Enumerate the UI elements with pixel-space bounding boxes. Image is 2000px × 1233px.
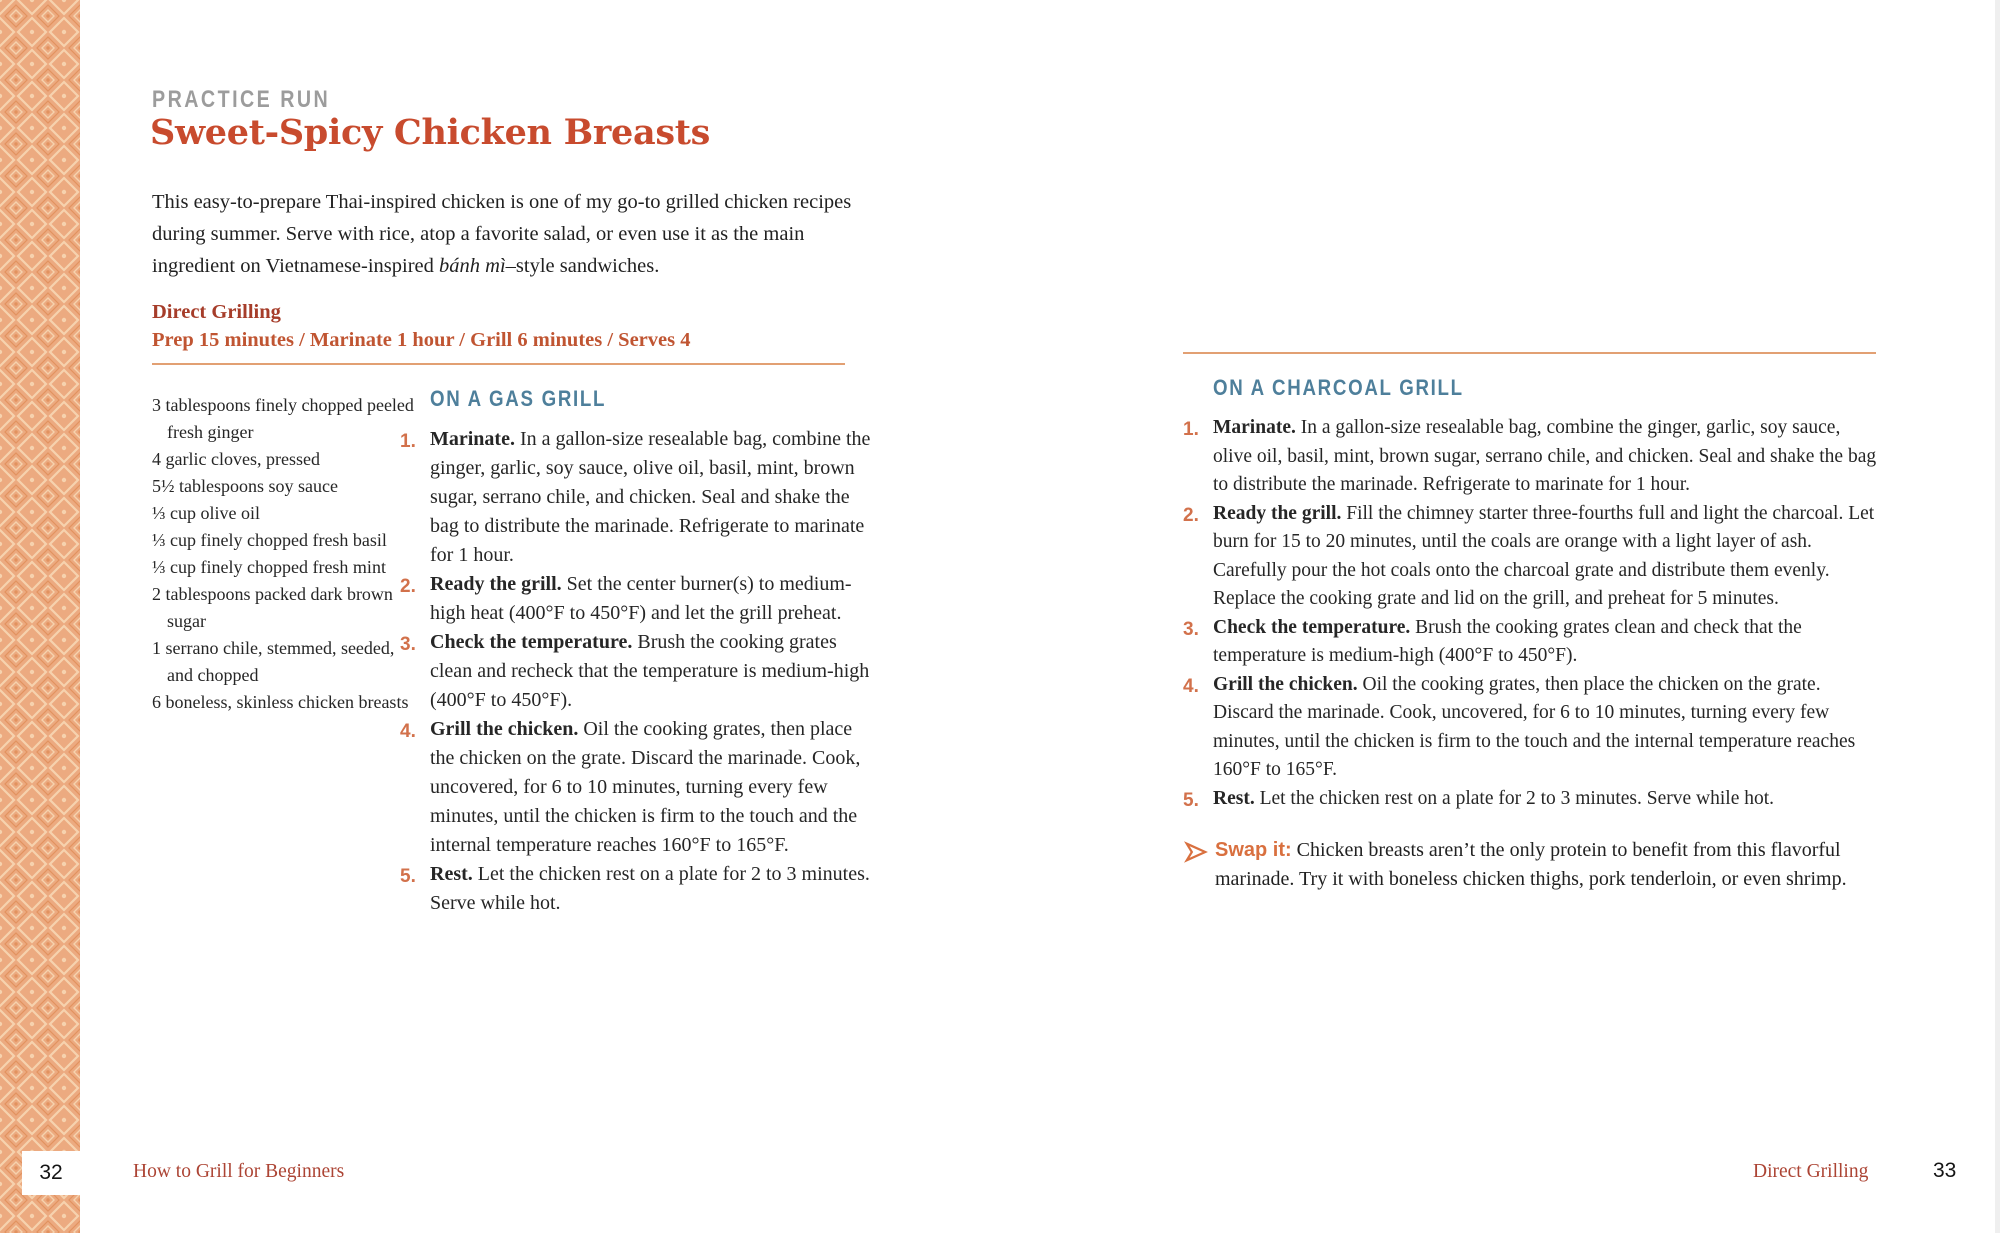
ingredient-item: 4 garlic cloves, pressed [152,449,320,469]
step-text [430,570,876,628]
step-number: 2. [1183,504,1199,526]
ingredients-list [152,392,414,716]
charcoal-grill-section [1183,375,1883,815]
intro-text-after: –style sandwiches. [505,255,660,277]
swap-tip [1184,836,1886,894]
decorative-border-pattern [0,0,80,1233]
footer-book-title: How to Grill for Beginners [133,1161,345,1182]
ingredient-item: 3 tablespoons finely chopped peeled fresh ginger [152,395,414,442]
charcoal-grill-steps [1183,414,1883,815]
step-lead-in: Grill the chicken. [430,718,579,740]
step-instructions: Let the chicken rest on a plate for 2 to 3 minutes. Serve while hot. [430,863,870,914]
step-lead-in: Check the temperature. [430,631,633,653]
step-instructions: Set the center burner(s) to medium-high heat (400°F to 450°F) and let the grill preheat. [430,573,852,624]
step-text [1213,414,1883,500]
ingredient-item: 1 serrano chile, stemmed, seeded, and chopped [152,638,395,685]
intro-text: This easy-to-prepare Thai-inspired chicken is one of my go-to grilled chicken recipes during summer. Serve with rice, atop a favorite salad, or even use it as the main ingredient on Vietnamese-inspired [152,191,852,277]
ingredient-item: ⅓ cup olive oil [152,503,260,523]
swap-tip-label: Swap it: [1215,839,1292,861]
recipe-title: Sweet-Spicy Chicken Breasts [150,112,711,153]
step-instructions: In a gallon-size resealable bag, combine the ginger, garlic, soy sauce, olive oil, basil, mint, brown sugar, serrano chile, and chicken. Seal and shake the bag to distribute the marinade. Refrigerate to marinate for 1 hour. [1213,417,1877,495]
recipe-step [1183,500,1883,614]
step-number: 1. [1183,419,1199,440]
intro-italic-phrase: bánh mì [439,255,506,277]
charcoal-grill-heading: ON A CHARCOAL GRILL [1213,375,1464,400]
step-instructions: Let the chicken rest on a plate for 2 to 3 minutes. Serve while hot. [1259,787,1775,809]
step-number: 4. [400,721,416,742]
footer-chapter-title: Direct Grilling [1753,1161,1869,1182]
gas-grill-heading: ON A GAS GRILL [430,386,607,411]
step-lead-in: Ready the grill. [430,573,562,595]
step-instructions: Oil the cooking grates, then place the chicken on the grate. Discard the marinade. Cook, uncovered, for 6 to 10 minutes, turning every few minutes, until the chicken is firm to the touch and the internal temperature reaches 160°F to 165°F. [430,718,861,856]
left-page-divider-rule [152,363,845,365]
step-number: 3. [1183,618,1199,640]
gas-grill-section [400,386,876,918]
ingredient-item: ⅓ cup finely chopped fresh basil [152,530,387,550]
step-lead-in: Grill the chicken. [1213,673,1358,695]
recipe-step [1183,614,1883,671]
recipe-meta-line: Prep 15 minutes / Marinate 1 hour / Grill 6 minutes / Serves 4 [152,329,691,351]
left-page-number-box [22,1151,80,1195]
right-page-number: 33 [1933,1159,1957,1182]
step-number: 3. [400,634,416,655]
ingredient-item: 6 boneless, skinless chicken breasts [152,692,409,712]
recipe-step [1183,785,1883,816]
step-lead-in: Check the temperature. [1213,616,1411,638]
step-lead-in: Ready the grill. [1213,502,1342,524]
swap-tip-body: Chicken breasts aren’t the only protein to benefit from this flavorful marinade. Try it with boneless chicken thighs, pork tenderloin, or even shrimp. [1215,839,1847,890]
swap-tip-text [1215,836,1886,894]
ingredient-item: 2 tablespoons packed dark brown sugar [152,584,393,631]
step-number: 1. [400,431,416,452]
step-text [1213,671,1883,785]
ingredient-item: ⅓ cup finely chopped fresh mint [152,557,386,577]
step-text [430,860,876,918]
step-number: 2. [400,576,416,597]
recipe-kicker: PRACTICE RUN [152,86,331,113]
step-instructions: Brush the cooking grates clean and recheck that the temperature is medium-high (400°F to 450°F). [430,631,870,711]
step-number: 4. [1183,675,1199,697]
recipe-step [1183,671,1883,785]
step-number: 5. [400,866,416,887]
step-text [1213,614,1883,671]
page-right-edge [1995,0,2000,1233]
swap-arrow-icon [1184,836,1215,894]
step-lead-in: Rest. [430,863,473,885]
step-instructions: Brush the cooking grates clean and check that the temperature is medium-high (400°F to 450°F). [1213,616,1802,666]
step-lead-in: Marinate. [1213,417,1296,438]
step-text [430,628,876,715]
step-instructions: Oil the cooking grates, then place the chicken on the grate. Discard the marinade. Cook, uncovered, for 6 to 10 minutes, turning every few minutes, until the chicken is firm to the touch and the internal temperature reaches 160°F to 165°F. [1213,673,1856,780]
step-text [1213,500,1883,614]
gas-grill-steps [400,425,876,918]
recipe-step [1183,414,1883,500]
recipe-step [400,715,876,860]
step-number: 5. [1183,789,1199,811]
step-instructions: Fill the chimney starter three-fourths full and light the charcoal. Let burn for 15 to 20 minutes, until the coals are orange with a light layer of ash. Carefully pour the hot coals onto the charcoal grate and distribute them evenly. Replace the cooking grate and lid on the grill, and preheat for 5 minutes. [1213,502,1875,609]
step-lead-in: Rest. [1213,787,1255,809]
step-lead-in: Marinate. [430,428,515,450]
step-text [430,425,876,570]
right-page-divider-rule [1183,352,1876,354]
grilling-method-label: Direct Grilling [152,301,281,323]
step-text [430,715,876,860]
recipe-step [400,425,876,570]
step-text [1213,785,1883,816]
left-page-number: 32 [39,1161,63,1184]
recipe-step [400,860,876,918]
ingredient-item: 5½ tablespoons soy sauce [152,476,338,496]
recipe-step [400,628,876,715]
recipe-intro [152,186,852,282]
step-instructions: In a gallon-size resealable bag, combine the ginger, garlic, soy sauce, olive oil, basil, mint, brown sugar, serrano chile, and chicken. Seal and shake the bag to distribute the marinade. Refrigerate to marinate for 1 hour. [430,428,871,566]
recipe-step [400,570,876,628]
